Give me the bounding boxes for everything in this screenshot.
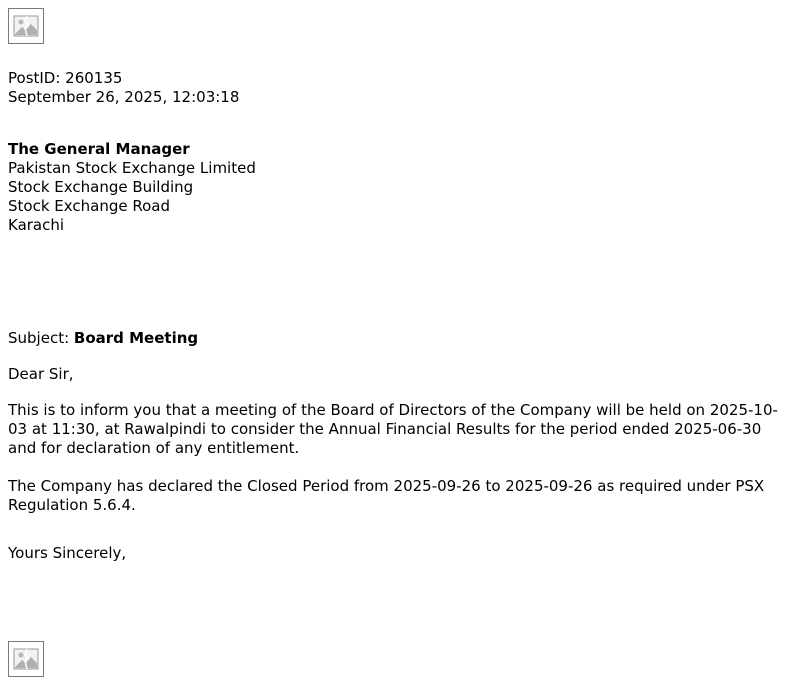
recipient-org: Pakistan Stock Exchange Limited — [8, 159, 256, 177]
letter-page — [8, 8, 789, 563]
recipient-title: The General Manager — [8, 140, 190, 158]
greeting: Dear Sir, — [8, 365, 74, 383]
recipient-city: Karachi — [8, 216, 65, 234]
recipient-address — [8, 140, 789, 235]
footer-broken-image-icon — [8, 641, 44, 677]
header-broken-image-icon — [8, 8, 44, 44]
broken-image-icon — [13, 15, 39, 37]
closing: Yours Sincerely, — [8, 544, 127, 562]
recipient-building: Stock Exchange Building — [8, 178, 194, 196]
subject-text: Board Meeting — [73, 329, 199, 347]
post-id: PostID: 260135 — [8, 69, 123, 87]
post-datetime: September 26, 2025, 12:03:18 — [8, 88, 240, 106]
body-paragraph-2: The Company has declared the Closed Period from 2025-09-26 to 2025-09-26 as required under PSX Regulation 5.6.4. — [8, 477, 765, 514]
post-meta — [8, 69, 789, 107]
broken-image-icon — [13, 648, 39, 670]
subject-line — [8, 329, 789, 348]
body-paragraph-1: This is to inform you that a meeting of the Board of Directors of the Company will be held on 2025-10-03 at 11:30, at Rawalpindi to consider the Annual Financial Results for the period ended 2025-06-30 and for declaration of any entitlement. — [8, 401, 778, 457]
recipient-road: Stock Exchange Road — [8, 197, 170, 215]
subject-label: Subject: — [8, 329, 74, 347]
